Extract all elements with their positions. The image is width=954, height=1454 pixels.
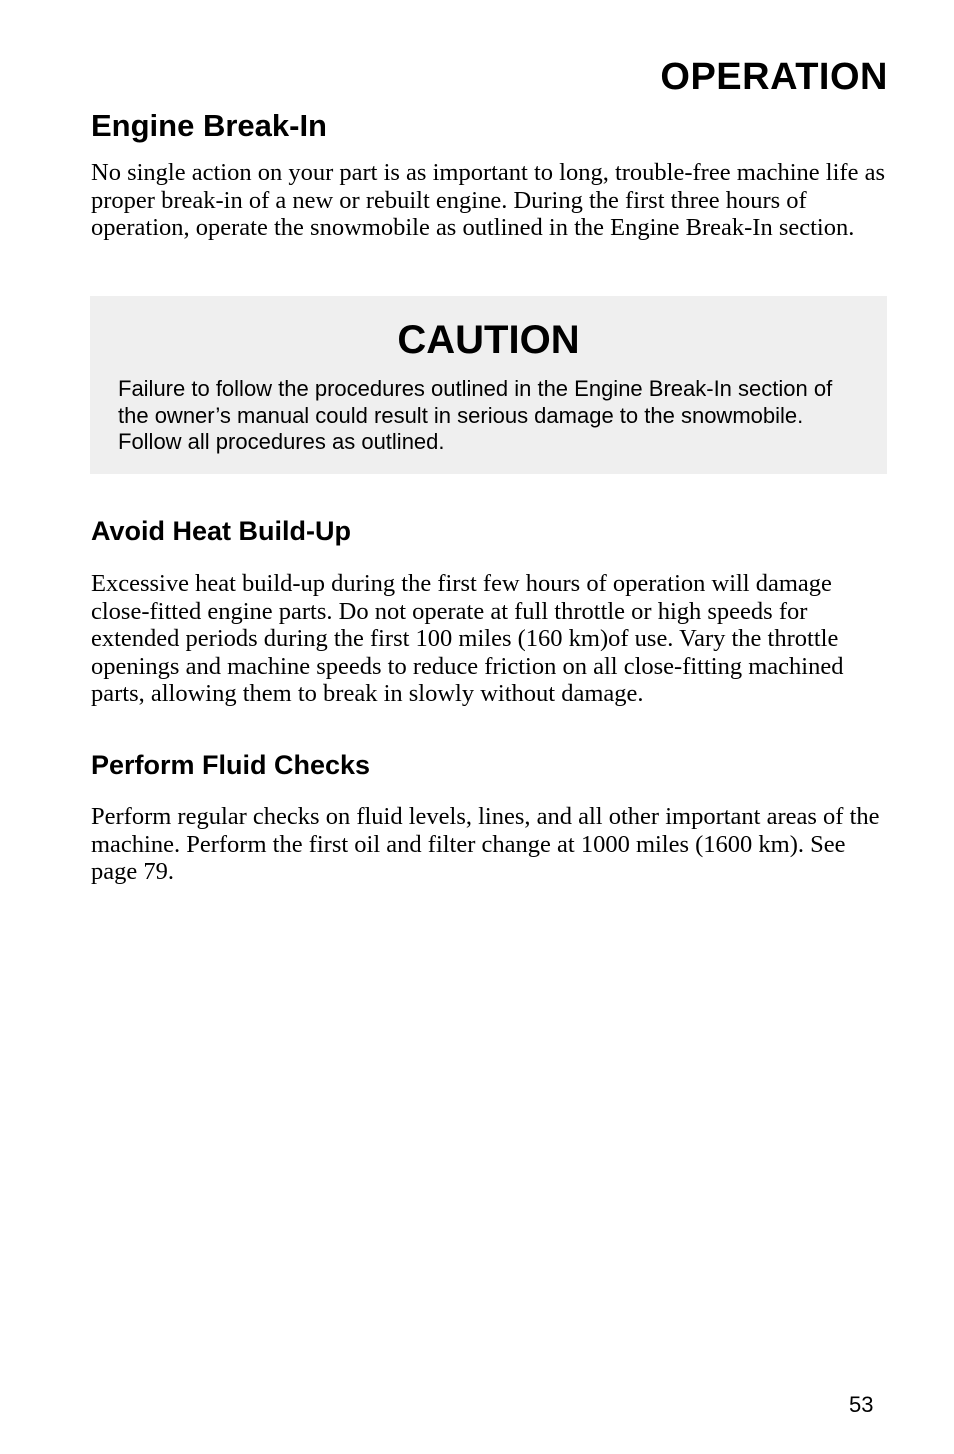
page-number: 53 [849,1392,874,1417]
caution-text: Failure to follow the procedures outlined in the Engine Break-In section of the owner’s manual could result in serious damage to the snowmobile. Follow all procedures as outlined. [118,376,833,454]
avoid-heat-paragraph: Excessive heat build-up during the first few hours of operation will damage close-fitted engine parts. Do not operate at full throttle or high speeds for extended periods during the first 100 miles (160 km)of use. Vary the throttle openings and machine speeds to reduce friction on all close-fitting machined parts, allowing them to break in slowly without damage. [91,570,844,707]
caution-box [90,296,887,474]
engine-break-in-paragraph: No single action on your part is as important to long, trouble-free machine life as proper break-in of a new or rebuilt engine. During the first three hours of operation, operate the snowmobile as outlined in the Engine Break-In section. [91,159,885,241]
caution-heading: CAUTION [397,318,580,362]
section-header: OPERATION [660,56,888,98]
engine-break-in-heading: Engine Break-In [91,108,327,143]
fluid-checks-paragraph: Perform regular checks on fluid levels, lines, and all other important areas of the machine. Perform the first oil and filter change at 1000 miles (1600 km). See page 79. [91,803,880,885]
avoid-heat-heading: Avoid Heat Build-Up [91,516,351,546]
fluid-checks-heading: Perform Fluid Checks [91,750,371,780]
